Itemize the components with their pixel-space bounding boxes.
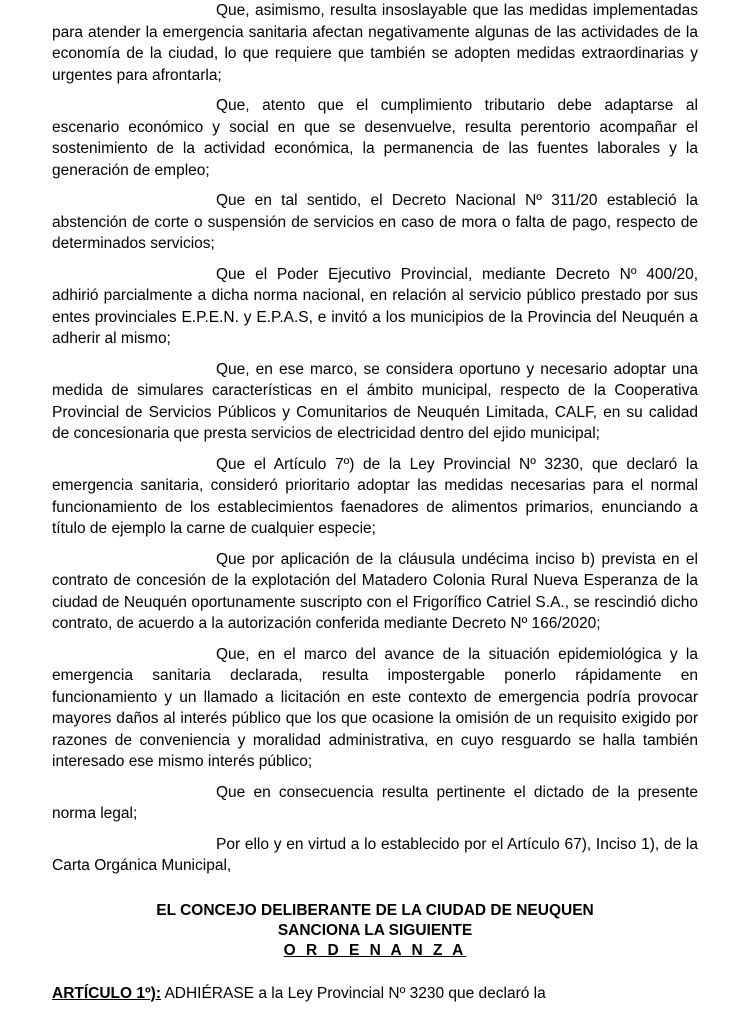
paragraph: Que el Poder Ejecutivo Provincial, mediante Decreto Nº 400/20, adhirió parcialmente a dicha norma nacional, en relación al servicio público prestado por sus entes provinciales E.P.E.N. y E.P.A.S, e invitó a los municipios de la Provincia del Neuquén a adherir al mismo; xyxy=(52,265,698,347)
heading-sanciona: SANCIONA LA SIGUIENTE xyxy=(277,921,473,939)
paragraph: Que, en ese marco, se considera oportuno y necesario adoptar una medida de simulares características en el ámbito municipal, respecto de la Cooperativa Provincial de Servicios Públicos y Comunitarios de Neuquén Limitada, CALF, en su calidad de concesionaria que presta servicios de electricidad dentro del ejido municipal; xyxy=(52,360,698,442)
ordenanza-title: O R D E N A N Z A xyxy=(283,941,467,959)
paragraph: Que en consecuencia resulta pertinente el dictado de la presente norma legal; xyxy=(52,783,698,822)
article-text: ADHIÉRASE a la Ley Provincial Nº 3230 que declaró la xyxy=(164,984,546,1002)
article-1 xyxy=(52,983,698,1005)
paragraph: Que, asimismo, resulta insoslayable que las medidas implementadas para atender la emergencia sanitaria afectan negativamente algunas de las actividades de la economía de la ciudad, lo que requiere que también se adopten medidas extraordinarias y urgentes para afrontarla; xyxy=(52,2,698,84)
article-label: ARTÍCULO 1º): xyxy=(52,984,161,1002)
paragraph: Que en tal sentido, el Decreto Nacional Nº 311/20 estableció la abstención de corte o suspensión de servicios en caso de mora o falta de pago, respecto de determinados servicios; xyxy=(52,192,698,252)
paragraph: Por ello y en virtud a lo establecido por el Artículo 67), Inciso 1), de la Carta Orgánica Municipal, xyxy=(52,835,698,874)
heading-council: EL CONCEJO DELIBERANTE DE LA CIUDAD DE NEUQUEN xyxy=(156,901,594,919)
document-page xyxy=(52,0,698,1013)
paragraph: Que el Artículo 7º) de la Ley Provincial Nº 3230, que declaró la emergencia sanitaria, consideró prioritario adoptar las medidas necesarias para el normal funcionamiento de los establecimientos faenadores de alimentos primarios, enunciando a título de ejemplo la carne de cualquier especie; xyxy=(52,455,698,537)
paragraph: Que, en el marco del avance de la situación epidemiológica y la emergencia sanitaria declarada, resulta impostergable ponerlo rápidamente en funcionamiento y un llamado a licitación en este contexto de emergencia podría provocar mayores daños al interés público que los que ocasione la omisión de un requisito exigido por razones de conveniencia y moralidad administrativa, en cuyo resguardo se halla también interesado ese mismo interés público; xyxy=(52,645,698,770)
heading-ordenanza xyxy=(52,941,698,961)
paragraph: Que por aplicación de la cláusula undécima inciso b) prevista en el contrato de concesión de la explotación del Matadero Colonia Rural Nueva Esperanza de la ciudad de Neuquén oportunamente suscripto con el Frigorífico Catriel S.A., se rescindió dicho contrato, de acuerdo a la autorización conferida mediante Decreto Nº 166/2020; xyxy=(52,550,698,632)
paragraph: Que, atento que el cumplimiento tributario debe adaptarse al escenario económico y social en que se desenvuelve, resulta perentorio acompañar el sostenimiento de la actividad económica, la permanencia de las fuentes laborales y la generación de empleo; xyxy=(52,97,698,179)
